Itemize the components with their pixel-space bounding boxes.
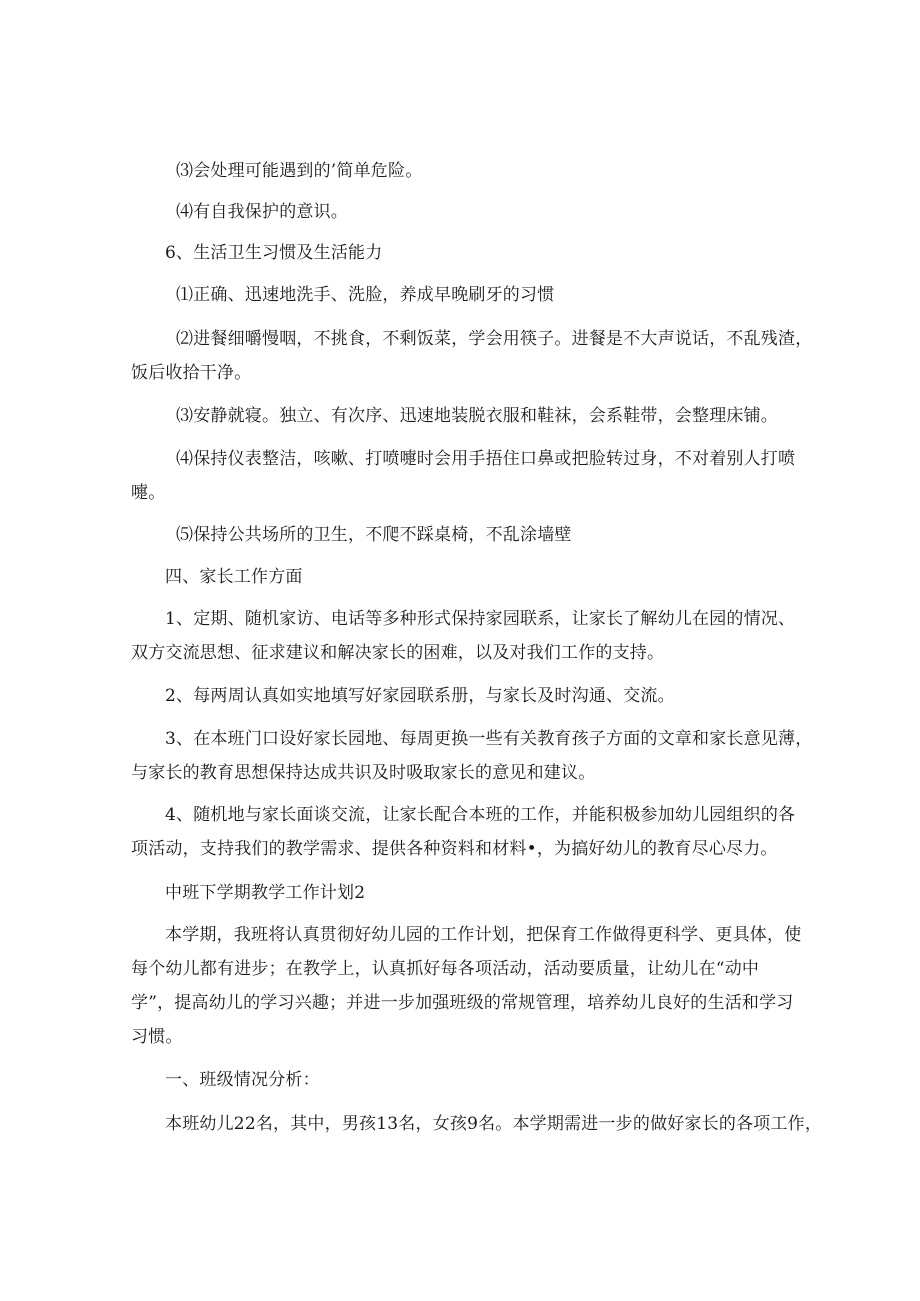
paragraph-line: 每个幼儿都有进步；在教学上，认真抓好每各项活动，活动要质量，让幼儿在“动中 xyxy=(131,959,760,979)
paragraph-line: 项活动，支持我们的教学需求、提供各种资料和材料•，为搞好幼儿的教育尽心尽力。 xyxy=(131,839,778,859)
paragraph-line: 嚏。 xyxy=(131,483,166,503)
section-title: 中班下学期教学工作计划2 xyxy=(165,883,366,903)
paragraph-line: 与家长的教育思想保持达成共识及时吸取家长的意见和建议。 xyxy=(131,763,596,783)
paragraph-line: ⑸保持公共场所的卫生，不爬不踩桌椅，不乱涂墙壁 xyxy=(176,525,572,545)
paragraph-line: 4、随机地与家长面谈交流，让家长配合本班的工作，并能积极参加幼儿园组织的各 xyxy=(165,805,796,825)
paragraph-line: ⑴正确、迅速地洗手、洗脸，养成早晚刷牙的习惯 xyxy=(176,285,555,305)
section-heading: 四、家长工作方面 xyxy=(165,567,303,587)
section-heading: 6、生活卫生习惯及生活能力 xyxy=(165,243,383,263)
paragraph-line: ⑶安静就寝。独立、有次序、迅速地装脱衣服和鞋袜，会系鞋带，会整理床铺。 xyxy=(176,406,778,426)
paragraph-line: 双方交流思想、征求建议和解决家长的困难，以及对我们工作的支持。 xyxy=(131,643,665,663)
paragraph-line: ⑷保持仪表整洁，咳嗽、打喷嚏时会用手捂住口鼻或把脸转过身，不对着别人打喷 xyxy=(176,449,796,469)
paragraph-line: 1、定期、随机家访、电话等多种形式保持家园联系，让家长了解幼儿在园的情况、 xyxy=(165,609,796,629)
paragraph-line: ⑷有自我保护的意识。 xyxy=(176,202,348,222)
paragraph-line: 本学期，我班将认真贯彻好幼儿园的工作计划，把保育工作做得更科学、更具体，使 xyxy=(165,925,802,945)
paragraph-line: 2、每两周认真如实地填写好家园联系册，与家长及时沟通、交流。 xyxy=(165,686,675,706)
paragraph-line: ⑵进餐细嚼慢咽，不挑食，不剩饭菜，学会用筷子。进餐是不大声说话，不乱残渣， xyxy=(176,329,813,349)
paragraph-line: 习惯。 xyxy=(131,1027,183,1047)
paragraph-line: 本班幼儿22名，其中，男孩13名，女孩9名。本学期需进一步的做好家长的各项工作， xyxy=(165,1114,823,1134)
section-heading: 一、班级情况分析： xyxy=(165,1070,320,1090)
paragraph-line: 学”，提高幼儿的学习兴趣；并进一步加强班级的常规管理，培养幼儿良好的生活和学习 xyxy=(131,993,794,1013)
paragraph-line: 饭后收拾干净。 xyxy=(131,363,252,383)
paragraph-line: 3、在本班门口设好家长园地、每周更换一些有关教育孩子方面的文章和家长意见薄， xyxy=(165,729,813,749)
paragraph-line: ⑶会处理可能遇到的’简单危险。 xyxy=(176,161,423,181)
